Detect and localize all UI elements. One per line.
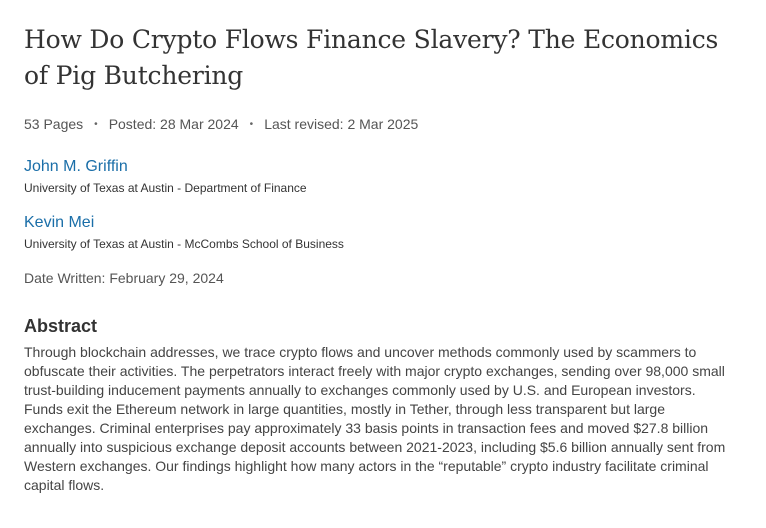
meta-separator: •	[94, 118, 98, 130]
author-affiliation: University of Texas at Austin - Department of Finance	[24, 181, 307, 195]
meta-separator: •	[249, 118, 254, 130]
posted-date: Posted: 28 Mar 2024	[108, 116, 239, 132]
abstract-text: Through blockchain addresses, we trace crypto flows and uncover methods commonly used by scammers to obfuscate their activities. The perpetrators interact freely with major crypto exchanges, sending over 98,000 small trust-building inducement payments annually to exchanges commonly used by U.S. and European investors. Funds exit the Ethereum network in large quantities, mostly in Tether, through less transparent but large exchanges. Criminal enterprises pay approximately 33 basis points in transaction fees and moved $27.8 billion annually into suspicious exchange deposit accounts between 2021-2023, including $5.6 billion annually sent from Western exchanges. Our findings highlight how many actors in the “reputable” crypto industry facilitate criminal capital flows.	[24, 344, 726, 493]
abstract-heading: Abstract	[24, 316, 98, 336]
author-link[interactable]: John M. Griffin	[24, 158, 128, 175]
author-block	[24, 157, 742, 196]
author-affiliation: University of Texas at Austin - McCombs School of Business	[24, 237, 344, 251]
revised-date: Last revised: 2 Mar 2025	[264, 116, 419, 132]
paper-meta	[24, 114, 742, 134]
date-written: Date Written: February 29, 2024	[24, 270, 224, 286]
author-link[interactable]: Kevin Mei	[24, 214, 95, 231]
paper-title: How Do Crypto Flows Finance Slavery? The Economics of Pig Butchering	[24, 25, 719, 90]
page-count: 53 Pages	[24, 116, 84, 132]
author-block	[24, 213, 742, 252]
paper-page	[24, 22, 742, 495]
